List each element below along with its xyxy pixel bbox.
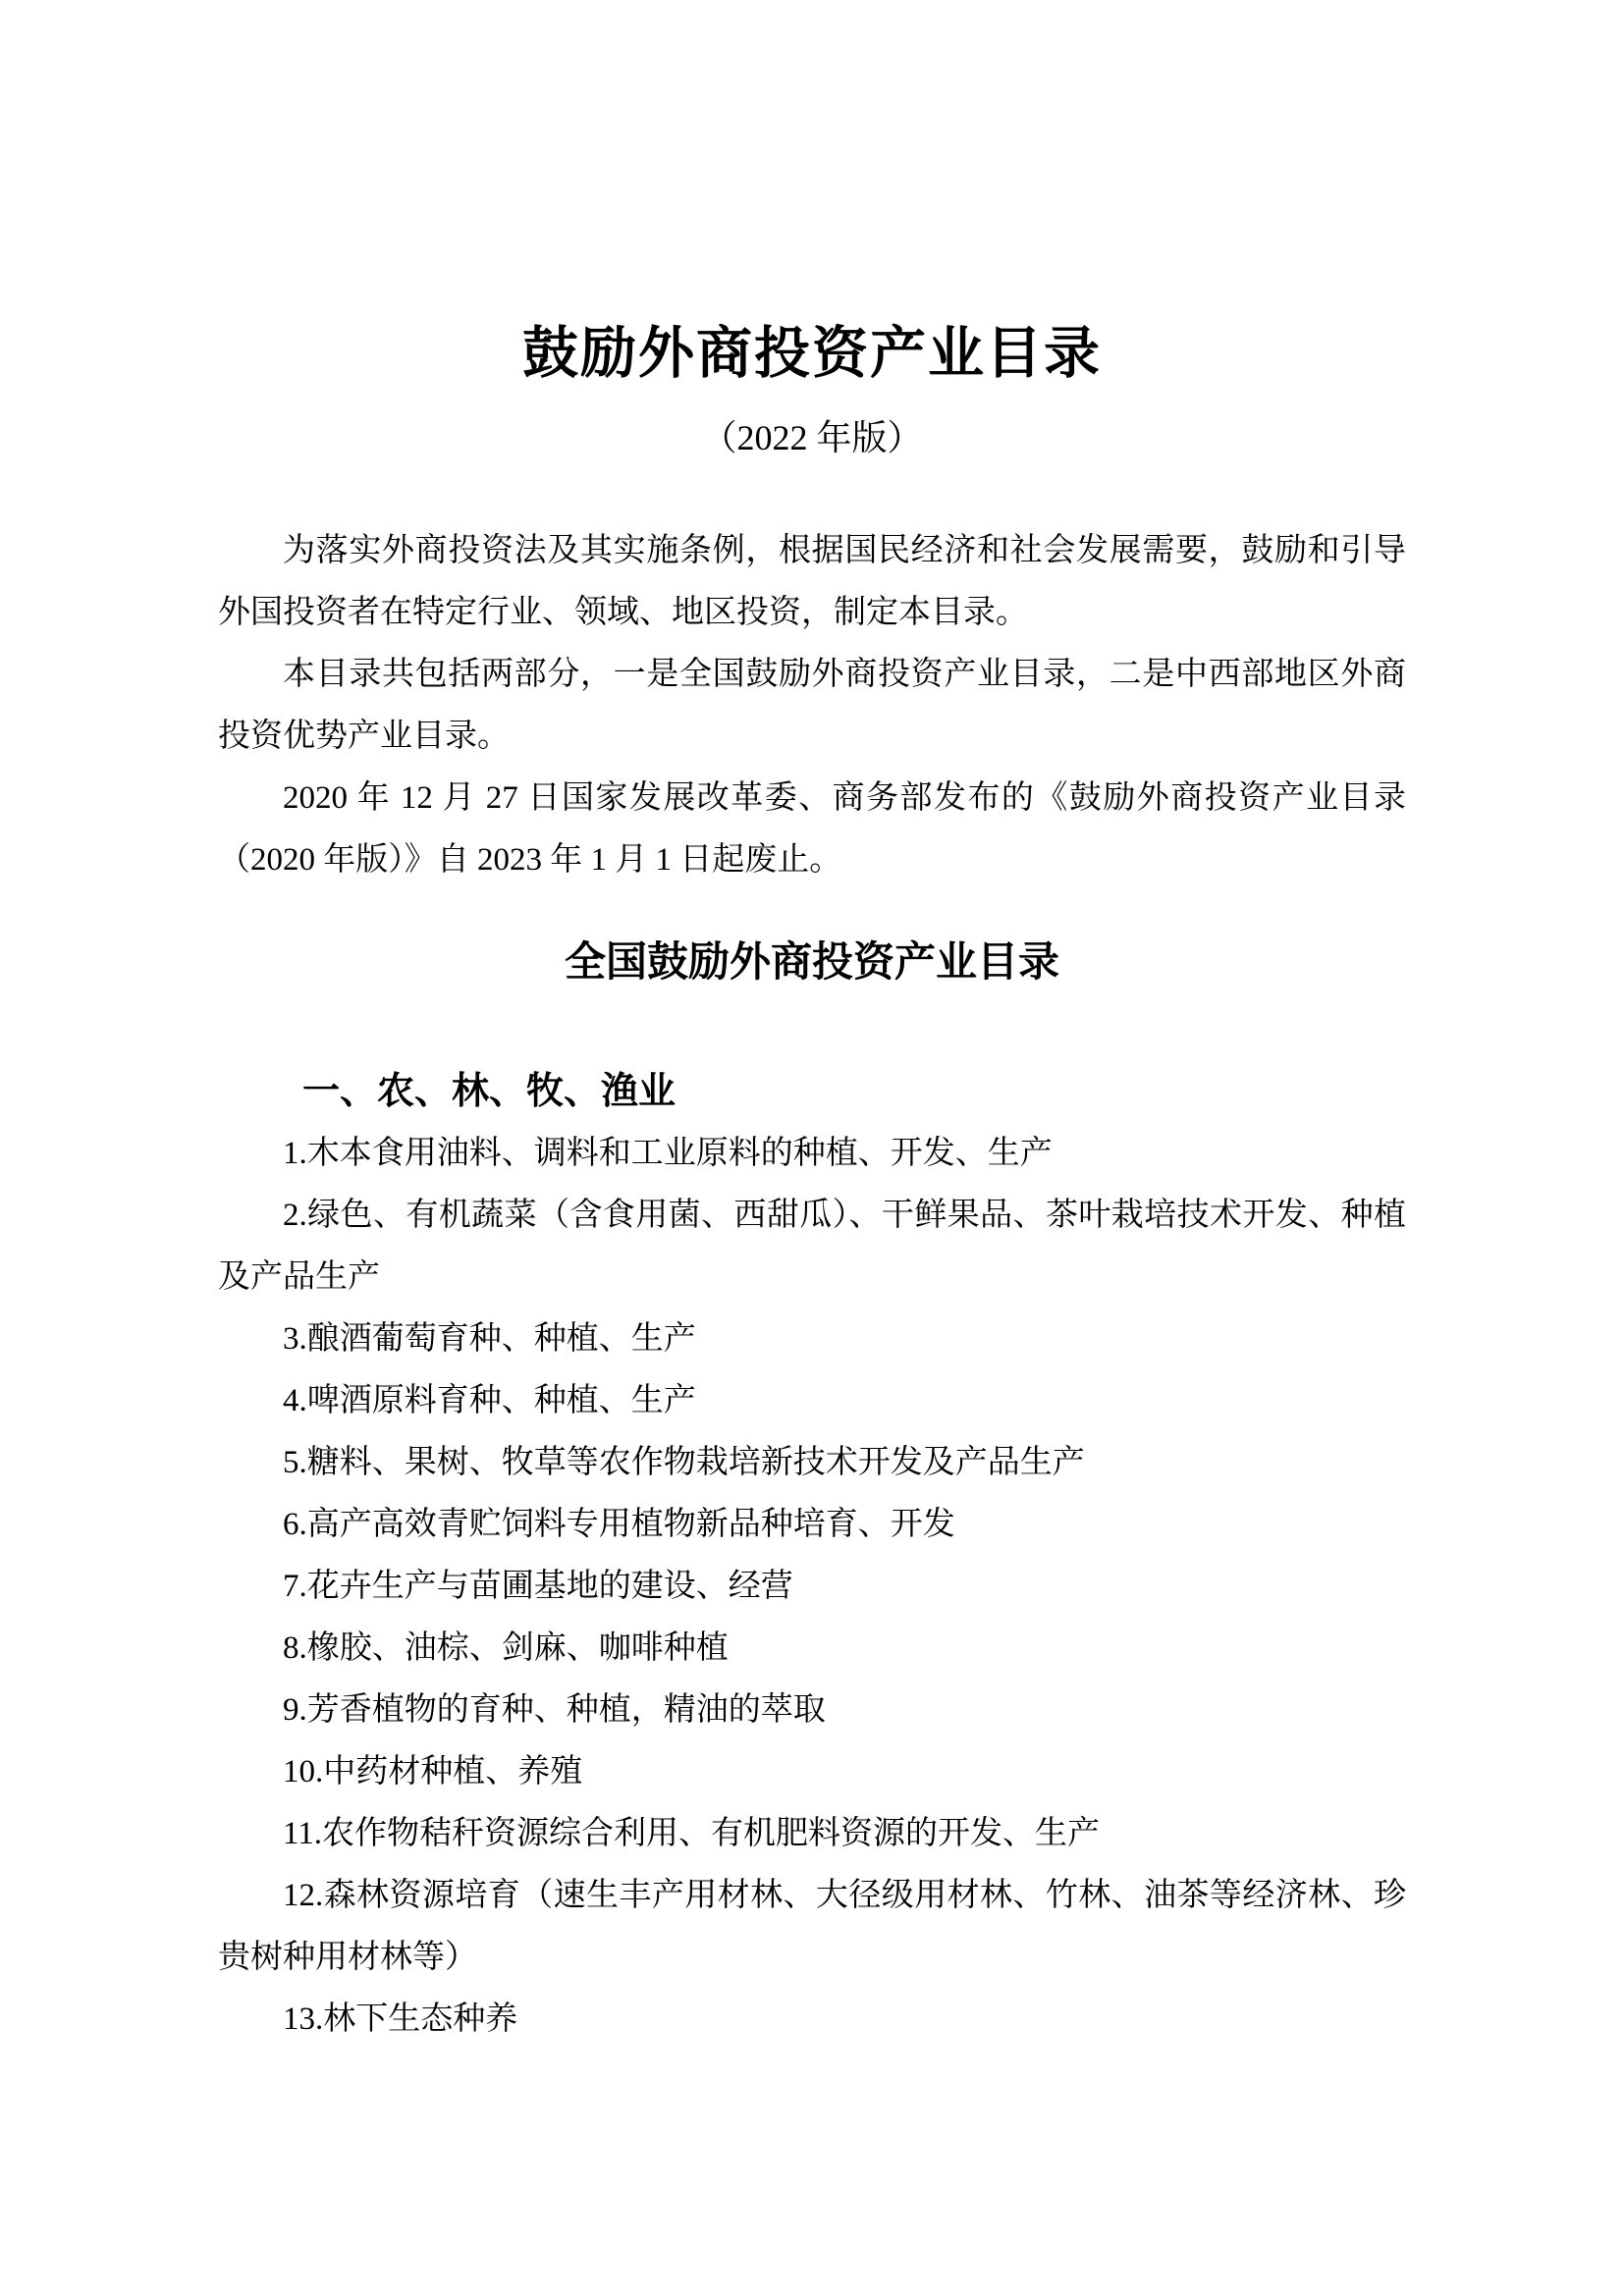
list-item: 6.高产高效青贮饲料专用植物新品种培育、开发 — [283, 1507, 955, 1542]
doc-title: 鼓励外商投资产业目录 — [522, 323, 1102, 385]
list-item: 2.绿色、有机蔬菜（含食用菌、西甜瓜）、干鲜果品、茶叶栽培技术开发、种植及产品生产 — [218, 1198, 1406, 1295]
list-item: 12.森林资源培育（速生丰产用材林、大径级用材林、竹林、油茶等经济林、珍贵树种用材林等） — [218, 1878, 1406, 1975]
intro-paragraph-2: 本目录共包括两部分，一是全国鼓励外商投资产业目录，二是中西部地区外商投资优势产业目录。 — [218, 657, 1406, 754]
category-heading-agriculture: 一、农、林、牧、渔业 — [302, 1071, 677, 1112]
list-item: 1.木本食用油料、调料和工业原料的种植、开发、生产 — [283, 1136, 1053, 1171]
list-item: 7.花卉生产与苗圃基地的建设、经营 — [283, 1569, 793, 1604]
intro-paragraph-3: 2020 年 12 月 27 日国家发展改革委、商务部发布的《鼓励外商投资产业目录（2020 年版）》自 2023 年 1 月 1 日起废止。 — [218, 780, 1406, 878]
item-list — [218, 1123, 1406, 2051]
list-item: 4.啤酒原料育种、种植、生产 — [283, 1383, 696, 1418]
intro-section — [218, 520, 1406, 891]
intro-paragraph-1: 为落实外商投资法及其实施条例，根据国民经济和社会发展需要，鼓励和引导外国投资者在特定行业、领域、地区投资，制定本目录。 — [218, 533, 1406, 630]
list-item: 5.糖料、果树、牧草等农作物栽培新技术开发及产品生产 — [283, 1445, 1085, 1480]
section-heading: 全国鼓励外商投资产业目录 — [564, 938, 1059, 985]
list-item: 3.酿酒葡萄育种、种植、生产 — [283, 1321, 696, 1357]
list-item: 8.橡胶、油棕、剑麻、咖啡种植 — [283, 1630, 729, 1666]
doc-subtitle: （2022 年版） — [701, 418, 923, 457]
list-item: 11.农作物秸秆资源综合利用、有机肥料资源的开发、生产 — [283, 1816, 1101, 1851]
list-item: 9.芳香植物的育种、种植，精油的萃取 — [283, 1692, 826, 1728]
list-item: 10.中药材种植、养殖 — [283, 1754, 583, 1789]
list-item: 13.林下生态种养 — [283, 2002, 518, 2037]
